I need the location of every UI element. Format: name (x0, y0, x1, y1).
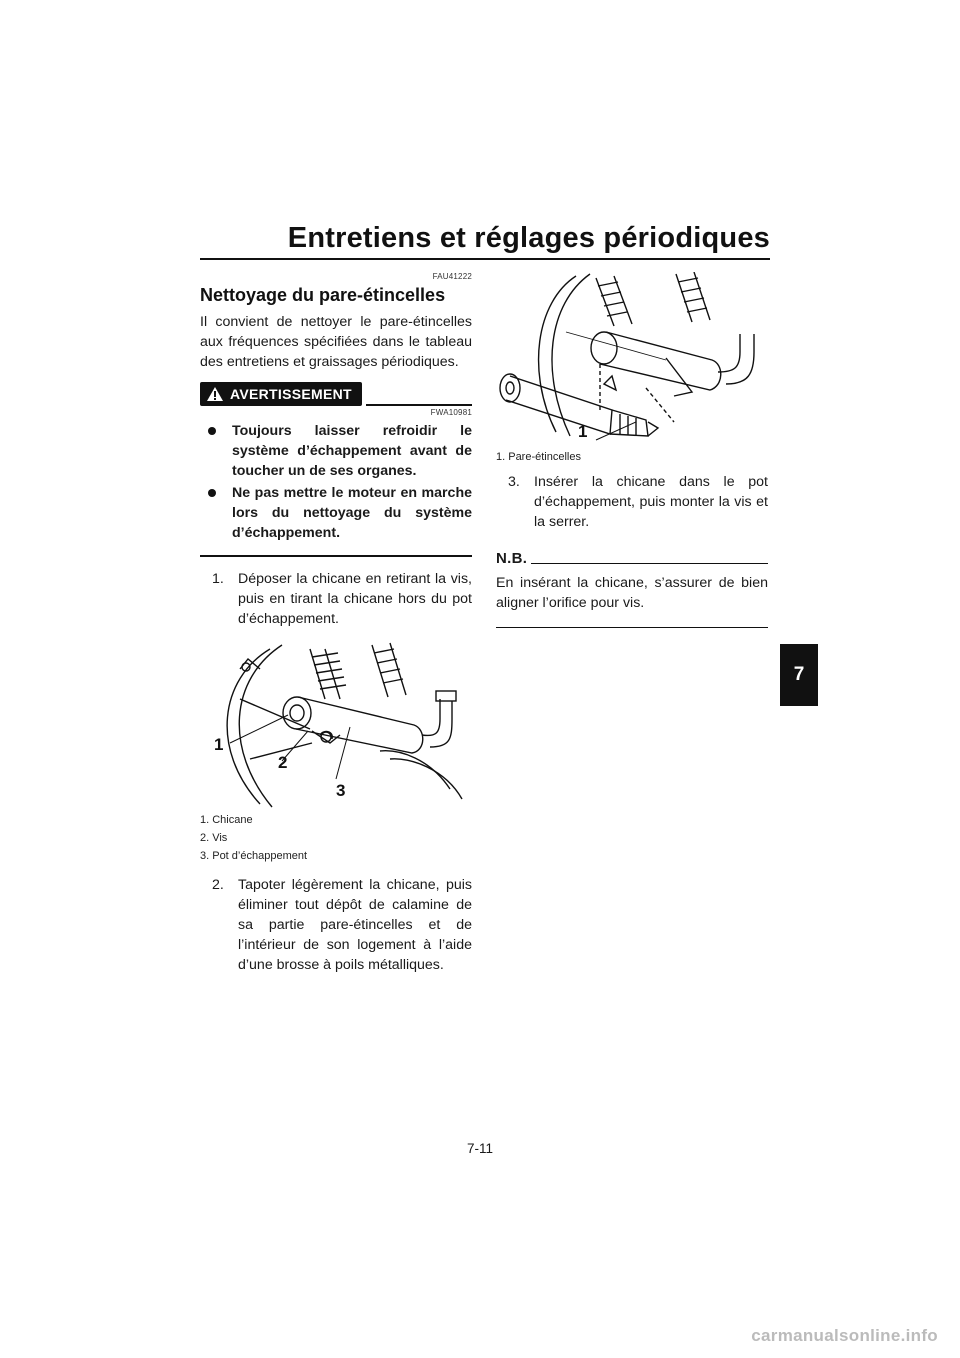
spark-arrester-illustration (496, 272, 768, 448)
watermark: carmanualsonline.info (751, 1326, 938, 1345)
callout-2: 2 (278, 753, 288, 772)
caption-item: 1. Chicane (200, 814, 253, 826)
note-header (496, 550, 768, 567)
step-1: 1. Déposer la chicane en retirant la vis, puis en tirant la chicane hors du pot d’échappement. (212, 571, 472, 627)
step-3: 3. Insérer la chicane dans le pot d’échappement, puis monter la vis et la serrer. (508, 474, 768, 530)
page-title: Entretiens et réglages périodiques (287, 222, 770, 254)
warning-label: AVERTISSEMENT (230, 386, 352, 402)
caption-item: 3. Pot d’échappement (200, 850, 308, 862)
warning-code: FWA10981 (430, 408, 472, 417)
bullet-icon (208, 427, 216, 435)
figure-2-captions (496, 448, 768, 466)
page-number: 7-11 (466, 1141, 494, 1156)
intro-paragraph: Il convient de nettoyer le pare-étincelles aux fréquences spécifiées dans le tableau des entretiens et graissages périodiques. (200, 314, 472, 370)
right-column (496, 272, 768, 628)
warning-header (200, 382, 472, 406)
note-end-rule (496, 627, 768, 628)
caption-item: 2. Vis (200, 832, 228, 844)
figure-baffle-removal (200, 639, 472, 811)
callout-3: 3 (336, 781, 346, 800)
warning-item: Ne pas mettre le moteur en marche lors du nettoyage du système d’échappement. (200, 483, 472, 543)
note-label: N.B. (496, 550, 528, 567)
section-title: Nettoyage du pare-étincelles (200, 285, 446, 305)
section-code: FAU41222 (432, 272, 472, 281)
warning-badge (200, 382, 362, 406)
step-2: 2. Tapoter légèrement la chicane, puis éliminer tout dépôt de calamine de sa partie pare-étincelles et de l’intérieur de son logement à l’aide d’une brosse à poils métalliques. (212, 877, 472, 973)
warning-list (200, 421, 472, 543)
chapter-tab: 7 (780, 644, 818, 706)
header-rule (200, 258, 770, 260)
bullet-icon (208, 489, 216, 497)
warning-item: Toujours laisser refroidir le système d’échappement avant de toucher un de ses organes. (200, 421, 472, 481)
warning-end-rule (200, 555, 472, 557)
callout-1: 1 (578, 422, 588, 441)
figure-1-captions (200, 811, 472, 865)
note-text: En insérant la chicane, s’assurer de bien aligner l’orifice pour vis. (496, 575, 768, 611)
warning-rule (366, 404, 472, 406)
note-rule (531, 563, 768, 564)
warning-triangle-icon (206, 386, 224, 402)
left-column (200, 272, 472, 975)
figure-spark-arrester (496, 272, 768, 448)
caption-item: 1. Pare-étincelles (496, 451, 581, 463)
callout-1: 1 (214, 735, 224, 754)
